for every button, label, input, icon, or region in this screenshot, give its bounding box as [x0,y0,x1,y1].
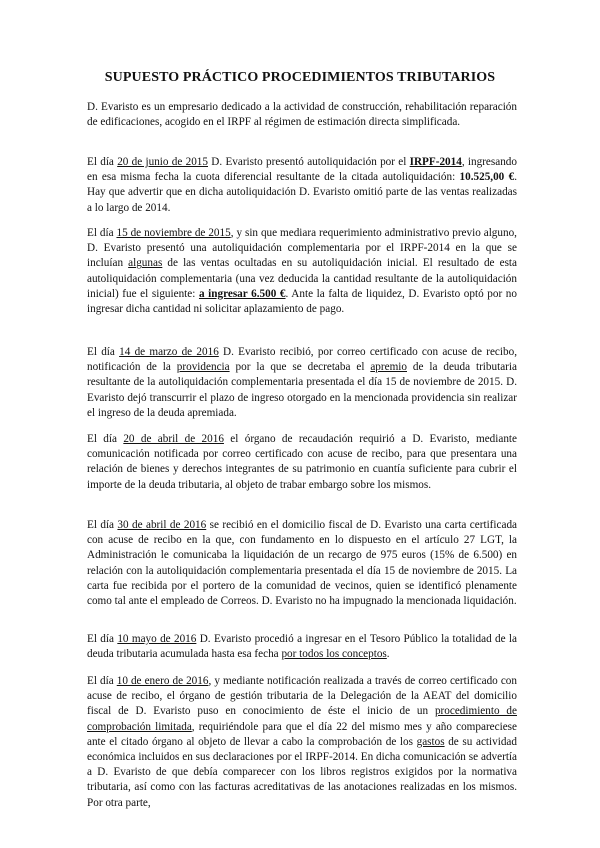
text-segment: D. Evaristo presentó autoliquidación por el [208,156,410,168]
text-segment: . [386,648,390,661]
paragraph-april-30-2016 [87,518,517,609]
text-segment: , y mediante notificación realizada a través de correo certificado con acuse de recibo, el órgano de gestión tributaria de la Delegación de la AEAT del domicilio fiscal de D. Evaristo puso en conocimiento de éste el inicio de un [87,675,517,718]
text-segment: , ingresando en esa misma fecha la cuota diferencial resultante de la citada autoliquidación: [87,156,517,184]
intro-text: D. Evaristo es un empresario dedicado a la actividad de construcción, rehabilitación reparación de edificaciones, acogido en el IRPF al régimen de estimación directa simplificada. [87,101,517,129]
date-15-november-2015: 15 de noviembre de 2015 [116,227,231,239]
gastos-term: gastos [416,735,445,748]
text-segment: de la deuda tributaria resultante de la autoliquidación complementaria presentada el día 15 de noviembre de 2015. D. Evaristo dejó transcurrir el plazo de ingreso otorgado en la mencionada providencia sin realizar el ingreso de la deuda apremiada. [87,361,517,419]
text-segment: D. Evaristo recibió, por correo certificado con acuse de recibo, notificación de la [87,346,517,374]
text-segment: , requiriéndole para que el día 22 del mismo mes y año compareciese ante el citado órgano al objeto de llevar a cabo la comprobación de los [87,720,517,748]
amount-to-pay-6500: a ingresar 6.500 € [198,287,286,300]
providencia-term: providencia [176,361,230,374]
date-10-january-2016: 10 de enero de 2016 [116,675,209,687]
paragraph-january-2016 [87,674,517,811]
apremio-term: apremio [370,361,407,374]
page-title: SUPUESTO PRÁCTICO PROCEDIMIENTOS TRIBUTARIOS [104,70,496,85]
amount-10525: 10.525,00 € [459,171,515,184]
irpf-2014-label: IRPF-2014 [409,156,462,168]
text-segment: El día [87,227,117,239]
procedure-name: procedimiento de comprobación limitada [87,705,517,733]
paragraph-may-2016 [87,632,517,662]
paragraph-april-20-2016 [87,432,517,493]
all-concepts-phrase: por todos los conceptos [281,648,387,661]
text-segment: de las ventas ocultadas en su autoliquidación inicial. El resultado de esta autoliquidación complementaria (una vez deducida la cantidad resultante de la autoliquidación inicial) fue el siguiente: [87,257,517,300]
text-segment: El día [87,346,120,358]
text-segment: por la que se decretaba el [229,361,371,374]
text-segment: el órgano de recaudación requirió a D. Evaristo, mediante comunicación notificada por correo certificado con acuse de recibo, para que presentara una relación de bienes y derechos integrantes de su patrimonio en cuantía suficiente para cubrir el importe de la deuda tributaria, al objeto de trabar embargo sobre los mismos. [87,433,517,491]
date-10-may-2016: 10 mayo de 2016 [117,633,197,645]
paragraph-march-2016 [87,345,517,421]
date-14-march-2016: 14 de marzo de 2016 [119,346,219,358]
text-segment: El día [87,433,124,445]
paragraph-intro [87,100,517,130]
text-segment: D. Evaristo procedió a ingresar en el Tesoro Público la totalidad de la deuda tributaria acumulada hasta esa fecha [87,633,517,661]
text-segment: El día [87,633,118,645]
text-segment: . Hay que advertir que en dicha autoliquidación D. Evaristo omitió parte de las ventas realizadas a lo largo de 2014. [87,171,517,214]
text-segment: . Ante la falta de liquidez, D. Evaristo optó por no ingresar dicha cantidad ni solicitar aplazamiento de pago. [87,287,517,316]
text-segment: de su actividad económica incluidos en sus declaraciones por el IRPF-2014. En dicha comunicación se advertía a D. Evaristo de que debía comparecer con los libros registros exigidos por la normativa tributaria, así como con las facturas acreditativas de las anotaciones realizadas en los mismos. Por otra parte, [87,735,517,809]
date-30-april-2016: 30 de abril de 2016 [117,519,207,531]
text-segment: El día [87,519,118,531]
date-20-april-2016: 20 de abril de 2016 [123,433,224,445]
text-segment: El día [87,675,117,687]
text-segment: El día [87,156,118,168]
algunas-emphasis: algunas [128,257,163,270]
text-segment: se recibió en el domicilio fiscal de D. Evaristo una carta certificada con acuse de recibo en la que, con fundamento en lo dispuesto en el artículo 27 LGT, la Administración le comunicaba la liquidación de un recargo de 975 euros (15% de 6.500) en relación con la autoliquidación complementaria presentada el día 15 de noviembre de 2015. La carta fue recibida por el portero de la comunidad de vecinos, quien se identificó plenamente como tal ante el empleado de Correos. D. Evaristo no ha impugnado la mencionada liquidación. [87,519,517,608]
text-segment: , y sin que mediara requerimiento administrativo previo alguno, D. Evaristo presentó una autoliquidación complementaria por el IRPF-2014 en la que se incluían [87,227,517,270]
paragraph-june-2015 [87,155,517,216]
paragraph-november-2015 [87,226,517,317]
date-20-june-2015: 20 de junio de 2015 [117,156,208,168]
